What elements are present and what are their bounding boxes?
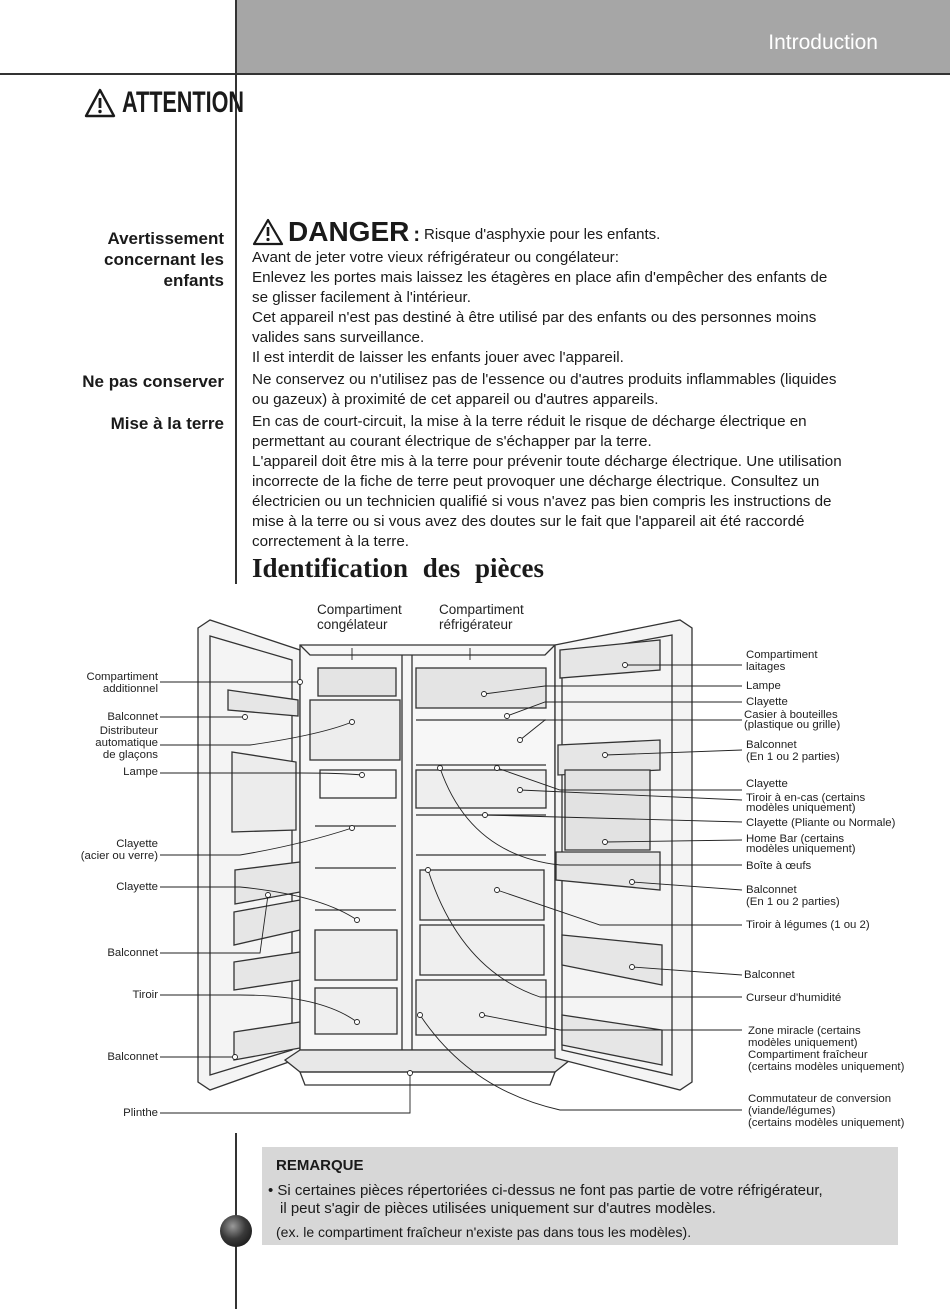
text-line: incorrecte de la fiche de terre peut provoquer une décharge électrique. Consultez un: [252, 473, 820, 490]
grounding-label: Mise à la terre: [110, 414, 224, 433]
callout-drawer: Tiroir: [132, 989, 158, 1001]
danger-line: [252, 218, 660, 246]
callout-line: Commutateur de conversion: [748, 1093, 892, 1105]
callout-shelf: Clayette: [116, 881, 158, 893]
callout-line: Distributeur: [99, 725, 158, 737]
callout-line: (certains modèles uniquement): [748, 1061, 905, 1073]
danger-colon: :: [413, 224, 421, 246]
warning-triangle-icon: [252, 218, 284, 246]
label-line: congélateur: [317, 617, 388, 632]
callout-line: Casier à bouteilles: [744, 709, 838, 721]
callout-door-bin: [746, 739, 840, 763]
remark-text: il peut s'agir de pièces utilisées uniquement sur d'autres modèles.: [280, 1200, 716, 1217]
text-line: Avant de jeter votre vieux réfrigérateur ou congélateur:: [252, 249, 619, 266]
warning-triangle-icon: [84, 88, 116, 118]
header-divider: [0, 73, 950, 75]
text-line: ou gazeux) à proximité de cet appareil ou d'autres appareils.: [252, 391, 659, 408]
text-line: En cas de court-circuit, la mise à la terre réduit le risque de décharge électrique en: [252, 413, 807, 430]
callout-line: Zone miracle (certains: [748, 1025, 861, 1037]
callout-line: (viande/légumes): [748, 1105, 836, 1117]
callout-line: Clayette: [116, 838, 158, 850]
callout-line: additionnel: [102, 683, 158, 695]
callout-line: Compartiment: [86, 671, 158, 683]
callout-shelf: Clayette: [746, 696, 788, 708]
callout-line: modèles uniquement): [746, 843, 856, 855]
attention-heading: [84, 86, 291, 120]
freezer-compartment-label: [317, 602, 402, 632]
label-line: réfrigérateur: [439, 617, 513, 632]
callout-line: de glaçons: [102, 749, 158, 761]
callout-line: laitages: [746, 661, 786, 673]
remark-text: • Si certaines pièces répertoriées ci-dessus ne font pas partie de votre réfrigérateur,: [268, 1182, 823, 1199]
callout-conversion-switch: [748, 1093, 904, 1129]
storage-text: [252, 370, 912, 410]
text-line: Ne conservez ou n'utilisez pas de l'essence ou d'autres produits inflammables (liquides: [252, 371, 837, 388]
callout-line: Compartiment fraîcheur: [748, 1049, 868, 1061]
label-line: Compartiment: [317, 602, 402, 617]
fridge-compartment-label: [439, 602, 524, 632]
callout-door-bin: Balconnet: [744, 969, 795, 981]
text-line: valides sans surveillance.: [252, 329, 425, 346]
callout-line: (certains modèles uniquement): [748, 1117, 905, 1129]
callout-line: (acier ou verre): [80, 850, 158, 862]
callout-line: modèles uniquement): [746, 802, 856, 814]
section-title: Identification des pièces: [252, 553, 544, 583]
callout-plinth: Plinthe: [123, 1107, 158, 1119]
label-line: enfants: [163, 271, 224, 290]
callout-line: (En 1 ou 2 parties): [746, 896, 840, 908]
text-line: électricien ou un technicien qualifié si vous n'avez pas bien compris les instructions de: [252, 493, 832, 510]
callout-home-bar: [746, 834, 856, 854]
callout-dairy-compartment: [746, 649, 818, 673]
text-line: Il est interdit de laisser les enfants jouer avec l'appareil.: [252, 349, 624, 366]
callout-line: Balconnet: [746, 884, 797, 896]
text-line: mise à la terre ou si vous avez des doutes sur le fait que l'appareil ait été raccordé: [252, 513, 805, 530]
sphere-bullet-icon: [220, 1215, 252, 1247]
danger-word: DANGER: [288, 216, 410, 247]
text-line: permettant au courant électrique de s'échapper par la terre.: [252, 433, 652, 450]
callout-line: Balconnet: [746, 739, 797, 751]
callout-humidity-slider: Curseur d'humidité: [746, 992, 842, 1004]
callout-miracle-zone: [748, 1025, 904, 1073]
remark-text: (ex. le compartiment fraîcheur n'existe pas dans tous les modèles).: [276, 1224, 692, 1240]
callout-line: Compartiment: [746, 649, 818, 661]
callout-ice-dispenser: [95, 725, 158, 761]
callout-line: (En 1 ou 2 parties): [746, 751, 840, 763]
callout-door-bin: Balconnet: [107, 1051, 158, 1063]
label-line: Compartiment: [439, 602, 524, 617]
do-not-store-label: Ne pas conserver: [82, 372, 224, 391]
text-line: se glisser facilement à l'intérieur.: [252, 289, 471, 306]
page-section-title: Introduction: [768, 31, 878, 54]
text-line: Cet appareil n'est pas destiné à être utilisé par des enfants ou des personnes moins: [252, 309, 817, 326]
callout-line: Home Bar (certains: [746, 833, 845, 845]
grounding-text: [252, 412, 912, 552]
callout-shelf-steel-glass: [81, 838, 158, 862]
children-warning-text: [252, 248, 912, 368]
callout-line: Tiroir à en-cas (certains: [746, 792, 866, 804]
callout-snack-drawer: [746, 793, 865, 813]
callout-line: modèles uniquement): [748, 1037, 858, 1049]
callout-lamp: Lampe: [746, 680, 781, 692]
callout-line: (plastique ou grille): [744, 719, 841, 731]
callout-shelf: Clayette: [746, 778, 788, 790]
label-line: Avertissement: [107, 229, 224, 248]
danger-description: Risque d'asphyxie pour les enfants.: [424, 226, 661, 243]
children-warning-label: [104, 228, 224, 291]
callout-bottle-rack: [744, 710, 840, 730]
callout-door-bin: Balconnet: [107, 711, 158, 723]
text-line: Enlevez les portes mais laissez les étagères en place afin d'empêcher des enfants de: [252, 269, 828, 286]
remark-title: REMARQUE: [276, 1157, 364, 1174]
callout-door-bin: [746, 884, 840, 908]
callout-door-bin: Balconnet: [107, 947, 158, 959]
callout-extra-compartment: [86, 671, 158, 695]
text-line: correctement à la terre.: [252, 533, 409, 550]
callout-vegetable-drawer: Tiroir à légumes (1 ou 2): [746, 919, 870, 931]
text-line: L'appareil doit être mis à la terre pour prévenir toute décharge électrique. Une utilisation: [252, 453, 842, 470]
attention-label: ATTENTION: [122, 86, 244, 119]
callout-lamp: Lampe: [123, 766, 158, 778]
callout-line: automatique: [95, 737, 158, 749]
callout-folding-shelf: Clayette (Pliante ou Normale): [746, 817, 896, 829]
callout-egg-box: Boîte à œufs: [746, 860, 812, 872]
label-line: concernant les: [104, 250, 224, 269]
